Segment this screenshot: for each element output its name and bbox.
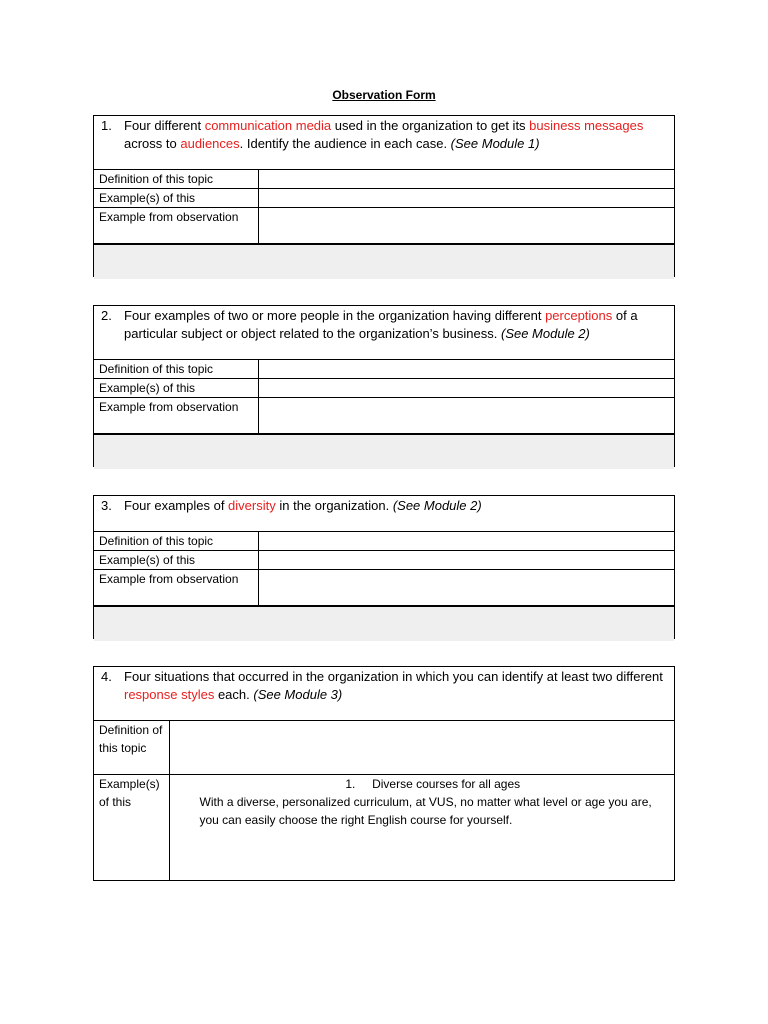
examples-field[interactable]	[258, 551, 674, 570]
highlighted-term: perceptions	[545, 308, 613, 323]
observation-label: Example from observation	[94, 398, 258, 434]
definition-label: Definition of this topic	[94, 721, 169, 774]
question-text-segment: across to	[124, 136, 181, 151]
question-text	[124, 669, 663, 702]
question-text-segment: Four examples of	[124, 498, 229, 513]
notes-area[interactable]	[94, 244, 674, 279]
examples-label: Example(s) of this	[94, 774, 169, 880]
topic-table-1	[94, 170, 674, 244]
example-item-text: With a diverse, personalized curriculum, at VUS, no matter what level or age you are, you can easily choose the right English course for yourself.	[199, 794, 652, 827]
highlighted-term: response styles	[124, 687, 215, 702]
module-reference: (See Module 2)	[392, 498, 482, 513]
examples-field[interactable]	[258, 379, 674, 398]
question-3	[94, 496, 674, 532]
notes-area[interactable]	[94, 606, 674, 641]
question-1	[94, 116, 674, 170]
examples-label: Example(s) of this	[94, 189, 258, 208]
page-title: Observation Form	[332, 88, 436, 102]
module-reference: (See Module 2)	[500, 326, 590, 341]
examples-label: Example(s) of this	[94, 551, 258, 570]
definition-field[interactable]	[258, 170, 674, 189]
example-item-title: Diverse courses for all ages	[372, 776, 521, 791]
question-text-segment: of a particular subject or object related to the organization’s business.	[124, 308, 638, 341]
section-3	[93, 495, 675, 639]
question-text-segment: used in the organization to get its	[331, 118, 530, 133]
question-number: 2.	[101, 308, 112, 323]
definition-label: Definition of this topic	[94, 170, 258, 189]
section-4	[93, 666, 675, 881]
question-text	[124, 308, 638, 341]
examples-field[interactable]	[169, 774, 674, 880]
definition-field[interactable]	[258, 532, 674, 551]
observation-label: Example from observation	[94, 570, 258, 606]
observation-field[interactable]	[258, 208, 674, 244]
example-item-heading	[200, 775, 667, 793]
question-number: 4.	[101, 669, 112, 684]
definition-label: Definition of this topic	[94, 360, 258, 379]
topic-table-3	[94, 532, 674, 606]
definition-field[interactable]	[169, 721, 674, 774]
notes-area[interactable]	[94, 434, 674, 469]
module-reference: (See Module 3)	[253, 687, 343, 702]
question-number: 3.	[101, 498, 112, 513]
highlighted-term: communication media	[204, 118, 332, 133]
topic-table-2	[94, 360, 674, 434]
topic-table-4	[94, 721, 674, 881]
observation-field[interactable]	[258, 398, 674, 434]
question-number: 1.	[101, 118, 112, 133]
section-2	[93, 305, 675, 467]
question-2	[94, 306, 674, 360]
question-text	[124, 118, 643, 151]
definition-label: Definition of this topic	[94, 532, 258, 551]
observation-label: Example from observation	[94, 208, 258, 244]
module-reference: (See Module 1)	[450, 136, 540, 151]
highlighted-term: diversity	[228, 498, 276, 513]
question-text-segment: Four situations that occurred in the organization in which you can identify at least two different	[124, 669, 663, 684]
question-text-segment: Four examples of two or more people in the organization having different	[124, 308, 546, 323]
question-text	[124, 498, 482, 513]
question-text-segment: each.	[214, 687, 254, 702]
question-text-segment: in the organization.	[275, 498, 393, 513]
definition-field[interactable]	[258, 360, 674, 379]
example-item-number: 1.	[345, 776, 356, 791]
examples-label: Example(s) of this	[94, 379, 258, 398]
examples-field[interactable]	[258, 189, 674, 208]
question-text-segment: Four different	[124, 118, 205, 133]
highlighted-term: audiences	[180, 136, 240, 151]
section-1	[93, 115, 675, 277]
observation-field[interactable]	[258, 570, 674, 606]
question-text-segment: . Identify the audience in each case.	[239, 136, 451, 151]
question-4	[94, 667, 674, 721]
highlighted-term: business messages	[529, 118, 644, 133]
